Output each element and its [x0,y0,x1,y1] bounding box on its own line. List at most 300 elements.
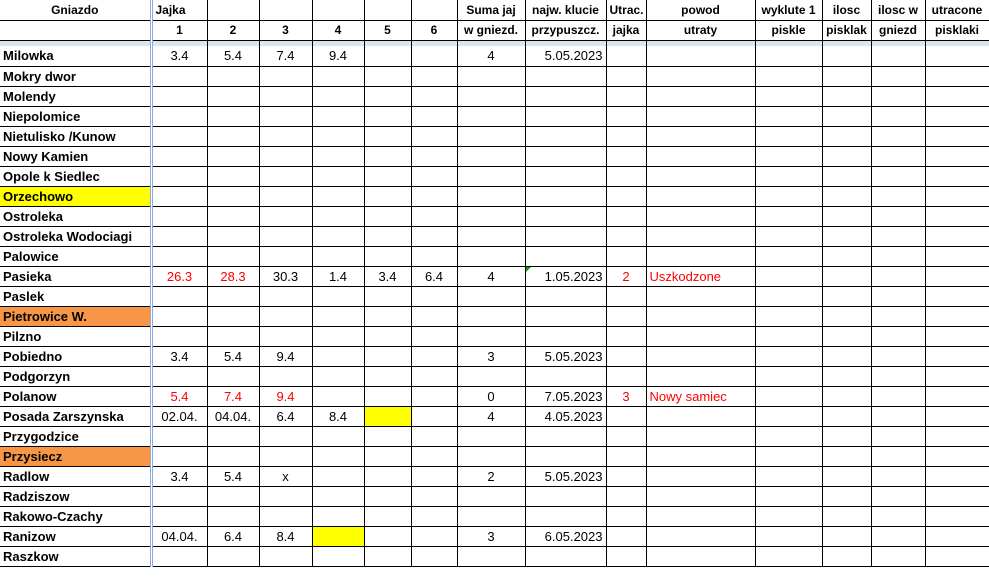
loss-reason-cell[interactable]: Uszkodzone [646,266,755,286]
header-cell[interactable]: 2 [207,20,259,40]
lost-eggs-cell[interactable]: 2 [606,266,646,286]
empty-cell[interactable] [871,206,925,226]
empty-cell[interactable] [871,326,925,346]
egg-date-cell[interactable] [411,346,457,366]
egg-date-cell[interactable] [364,286,411,306]
nest-name-cell[interactable]: Orzechowo [0,186,151,206]
empty-cell[interactable] [822,366,871,386]
empty-cell[interactable] [755,306,822,326]
lost-eggs-cell[interactable] [606,426,646,446]
empty-cell[interactable] [822,266,871,286]
egg-date-cell[interactable] [151,66,207,86]
empty-cell[interactable] [755,346,822,366]
hatch-date-cell[interactable] [525,546,606,566]
nest-name-cell[interactable]: Paslek [0,286,151,306]
empty-cell[interactable] [871,106,925,126]
egg-date-cell[interactable] [312,86,364,106]
empty-cell[interactable] [755,466,822,486]
lost-eggs-cell[interactable] [606,306,646,326]
hatch-date-cell[interactable] [525,86,606,106]
egg-date-cell[interactable] [364,466,411,486]
egg-date-cell[interactable]: x [259,466,312,486]
egg-date-cell[interactable] [411,66,457,86]
egg-date-cell[interactable] [207,486,259,506]
egg-date-cell[interactable]: 5.4 [207,466,259,486]
empty-cell[interactable] [871,86,925,106]
hatch-date-cell[interactable] [525,66,606,86]
empty-cell[interactable] [925,346,989,366]
empty-cell[interactable] [822,86,871,106]
empty-cell[interactable] [925,366,989,386]
loss-reason-cell[interactable] [646,366,755,386]
lost-eggs-cell[interactable] [606,486,646,506]
egg-date-cell[interactable]: 3.4 [364,266,411,286]
loss-reason-cell[interactable] [646,126,755,146]
header-cell[interactable] [0,20,151,40]
loss-reason-cell[interactable] [646,406,755,426]
empty-cell[interactable] [755,366,822,386]
nest-name-cell[interactable]: Przysiecz [0,446,151,466]
egg-date-cell[interactable] [411,386,457,406]
egg-date-cell[interactable] [411,546,457,566]
empty-cell[interactable] [925,106,989,126]
egg-date-cell[interactable] [364,106,411,126]
hatch-date-cell[interactable] [525,366,606,386]
egg-sum-cell[interactable] [457,486,525,506]
egg-date-cell[interactable] [411,146,457,166]
loss-reason-cell[interactable] [646,226,755,246]
lost-eggs-cell[interactable] [606,506,646,526]
egg-date-cell[interactable] [151,306,207,326]
empty-cell[interactable] [755,286,822,306]
egg-date-cell[interactable]: 8.4 [259,526,312,546]
empty-cell[interactable] [925,86,989,106]
egg-date-cell[interactable] [312,546,364,566]
egg-date-cell[interactable] [411,486,457,506]
hatch-date-cell[interactable] [525,206,606,226]
egg-date-cell[interactable] [207,546,259,566]
egg-date-cell[interactable] [312,326,364,346]
egg-date-cell[interactable] [259,86,312,106]
nest-name-cell[interactable]: Opole k Siedlec [0,166,151,186]
header-cell[interactable]: 5 [364,20,411,40]
loss-reason-cell[interactable] [646,246,755,266]
egg-date-cell[interactable] [364,546,411,566]
empty-cell[interactable] [755,326,822,346]
egg-date-cell[interactable]: 9.4 [259,346,312,366]
empty-cell[interactable] [871,366,925,386]
lost-eggs-cell[interactable] [606,106,646,126]
lost-eggs-cell[interactable] [606,166,646,186]
empty-cell[interactable] [822,186,871,206]
empty-cell[interactable] [871,146,925,166]
egg-date-cell[interactable] [151,486,207,506]
empty-cell[interactable] [925,486,989,506]
egg-date-cell[interactable] [259,206,312,226]
empty-cell[interactable] [755,246,822,266]
lost-eggs-cell[interactable] [606,406,646,426]
egg-date-cell[interactable] [259,546,312,566]
empty-cell[interactable] [755,426,822,446]
empty-cell[interactable] [871,426,925,446]
empty-cell[interactable] [925,466,989,486]
empty-cell[interactable] [822,466,871,486]
loss-reason-cell[interactable] [646,426,755,446]
empty-cell[interactable] [755,126,822,146]
empty-cell[interactable] [925,266,989,286]
header-cell[interactable]: gniezd [871,20,925,40]
egg-date-cell[interactable] [364,126,411,146]
egg-date-cell[interactable]: 9.4 [312,46,364,66]
egg-date-cell[interactable]: 6.4 [259,406,312,426]
egg-date-cell[interactable] [259,106,312,126]
egg-date-cell[interactable] [151,426,207,446]
nest-name-cell[interactable]: Posada Zarszynska [0,406,151,426]
egg-sum-cell[interactable] [457,186,525,206]
egg-date-cell[interactable] [411,406,457,426]
hatch-date-cell[interactable] [525,446,606,466]
egg-date-cell[interactable] [411,506,457,526]
lost-eggs-cell[interactable] [606,46,646,66]
egg-date-cell[interactable] [411,206,457,226]
egg-date-cell[interactable] [312,166,364,186]
egg-date-cell[interactable] [259,506,312,526]
empty-cell[interactable] [925,206,989,226]
egg-date-cell[interactable] [411,86,457,106]
empty-cell[interactable] [871,506,925,526]
egg-date-cell[interactable] [364,386,411,406]
egg-date-cell[interactable] [259,246,312,266]
empty-cell[interactable] [925,126,989,146]
empty-cell[interactable] [822,406,871,426]
egg-date-cell[interactable] [259,426,312,446]
egg-date-cell[interactable] [207,246,259,266]
header-cell[interactable]: jajka [606,20,646,40]
header-cell[interactable]: Suma jaj [457,0,525,20]
egg-date-cell[interactable] [207,286,259,306]
egg-date-cell[interactable] [207,66,259,86]
nest-name-cell[interactable]: Pietrowice W. [0,306,151,326]
egg-date-cell[interactable] [207,326,259,346]
lost-eggs-cell[interactable] [606,146,646,166]
egg-date-cell[interactable] [259,286,312,306]
empty-cell[interactable] [755,226,822,246]
loss-reason-cell[interactable] [646,106,755,126]
egg-date-cell[interactable] [259,446,312,466]
hatch-date-cell[interactable] [525,246,606,266]
egg-date-cell[interactable]: 28.3 [207,266,259,286]
header-cell[interactable]: pisklak [822,20,871,40]
empty-cell[interactable] [925,526,989,546]
egg-date-cell[interactable] [312,526,364,546]
empty-cell[interactable] [755,206,822,226]
egg-date-cell[interactable]: 3.4 [151,346,207,366]
egg-date-cell[interactable]: 8.4 [312,406,364,426]
loss-reason-cell[interactable] [646,86,755,106]
egg-date-cell[interactable] [364,426,411,446]
egg-date-cell[interactable] [364,206,411,226]
empty-cell[interactable] [822,526,871,546]
hatch-date-cell[interactable] [525,106,606,126]
empty-cell[interactable] [871,186,925,206]
header-cell[interactable] [207,0,259,20]
empty-cell[interactable] [925,246,989,266]
egg-date-cell[interactable] [364,86,411,106]
nest-name-cell[interactable]: Pilzno [0,326,151,346]
empty-cell[interactable] [755,406,822,426]
empty-cell[interactable] [755,66,822,86]
empty-cell[interactable] [822,46,871,66]
hatch-date-cell[interactable]: 1.05.2023 [525,266,606,286]
empty-cell[interactable] [755,386,822,406]
empty-cell[interactable] [822,166,871,186]
header-cell[interactable]: 1 [151,20,207,40]
empty-cell[interactable] [925,446,989,466]
loss-reason-cell[interactable] [646,526,755,546]
empty-cell[interactable] [871,486,925,506]
egg-date-cell[interactable] [312,186,364,206]
header-cell[interactable]: 3 [259,20,312,40]
egg-date-cell[interactable] [312,506,364,526]
egg-sum-cell[interactable] [457,366,525,386]
egg-sum-cell[interactable] [457,426,525,446]
empty-cell[interactable] [925,426,989,446]
hatch-date-cell[interactable] [525,146,606,166]
egg-date-cell[interactable] [364,526,411,546]
empty-cell[interactable] [871,306,925,326]
empty-cell[interactable] [822,486,871,506]
header-cell[interactable]: Utrac. [606,0,646,20]
egg-date-cell[interactable]: 1.4 [312,266,364,286]
egg-date-cell[interactable]: 02.04. [151,406,207,426]
lost-eggs-cell[interactable] [606,66,646,86]
egg-sum-cell[interactable] [457,286,525,306]
egg-date-cell[interactable] [207,106,259,126]
egg-date-cell[interactable] [151,246,207,266]
lost-eggs-cell[interactable] [606,186,646,206]
egg-date-cell[interactable] [259,326,312,346]
header-cell[interactable] [411,0,457,20]
egg-date-cell[interactable] [259,146,312,166]
loss-reason-cell[interactable] [646,66,755,86]
egg-date-cell[interactable] [364,146,411,166]
egg-date-cell[interactable] [151,106,207,126]
lost-eggs-cell[interactable] [606,206,646,226]
egg-date-cell[interactable]: 6.4 [411,266,457,286]
egg-sum-cell[interactable] [457,66,525,86]
nest-name-cell[interactable]: Przygodzice [0,426,151,446]
empty-cell[interactable] [822,506,871,526]
egg-date-cell[interactable] [411,426,457,446]
egg-date-cell[interactable] [364,166,411,186]
egg-sum-cell[interactable]: 4 [457,266,525,286]
empty-cell[interactable] [755,486,822,506]
empty-cell[interactable] [925,186,989,206]
empty-cell[interactable] [822,426,871,446]
empty-cell[interactable] [822,286,871,306]
empty-cell[interactable] [925,46,989,66]
nest-name-cell[interactable]: Polanow [0,386,151,406]
egg-date-cell[interactable] [259,366,312,386]
empty-cell[interactable] [871,266,925,286]
hatch-date-cell[interactable]: 6.05.2023 [525,526,606,546]
egg-date-cell[interactable]: 7.4 [259,46,312,66]
egg-date-cell[interactable] [411,126,457,146]
hatch-date-cell[interactable] [525,126,606,146]
egg-date-cell[interactable] [312,106,364,126]
egg-sum-cell[interactable]: 4 [457,46,525,66]
egg-sum-cell[interactable] [457,506,525,526]
egg-sum-cell[interactable] [457,246,525,266]
header-cell[interactable] [312,0,364,20]
loss-reason-cell[interactable] [646,186,755,206]
empty-cell[interactable] [925,386,989,406]
header-cell[interactable]: piskle [755,20,822,40]
nest-name-cell[interactable]: Molendy [0,86,151,106]
egg-date-cell[interactable] [207,206,259,226]
nest-name-cell[interactable]: Pobiedno [0,346,151,366]
empty-cell[interactable] [871,446,925,466]
egg-sum-cell[interactable] [457,306,525,326]
egg-date-cell[interactable] [312,206,364,226]
egg-date-cell[interactable] [207,506,259,526]
egg-sum-cell[interactable] [457,126,525,146]
egg-date-cell[interactable]: 04.04. [207,406,259,426]
nest-name-cell[interactable]: Ranizow [0,526,151,546]
empty-cell[interactable] [871,466,925,486]
egg-date-cell[interactable] [207,146,259,166]
egg-sum-cell[interactable] [457,166,525,186]
egg-date-cell[interactable] [207,186,259,206]
egg-date-cell[interactable] [151,326,207,346]
nest-name-cell[interactable]: Ostroleka [0,206,151,226]
egg-date-cell[interactable] [364,226,411,246]
empty-cell[interactable] [871,526,925,546]
empty-cell[interactable] [925,406,989,426]
egg-date-cell[interactable] [411,306,457,326]
empty-cell[interactable] [871,546,925,566]
header-cell[interactable]: powod [646,0,755,20]
header-cell[interactable]: w gniezd. [457,20,525,40]
egg-date-cell[interactable] [364,506,411,526]
empty-cell[interactable] [871,126,925,146]
egg-date-cell[interactable] [411,466,457,486]
nest-name-cell[interactable]: Milowka [0,46,151,66]
egg-date-cell[interactable] [151,366,207,386]
lost-eggs-cell[interactable]: 3 [606,386,646,406]
empty-cell[interactable] [871,406,925,426]
nest-name-cell[interactable]: Nietulisko /Kunow [0,126,151,146]
empty-cell[interactable] [822,226,871,246]
egg-date-cell[interactable] [312,426,364,446]
egg-date-cell[interactable] [259,226,312,246]
egg-date-cell[interactable] [411,366,457,386]
egg-date-cell[interactable] [312,306,364,326]
lost-eggs-cell[interactable] [606,86,646,106]
egg-date-cell[interactable] [312,246,364,266]
loss-reason-cell[interactable] [646,286,755,306]
header-cell[interactable] [364,0,411,20]
loss-reason-cell[interactable] [646,306,755,326]
egg-date-cell[interactable] [411,326,457,346]
egg-date-cell[interactable] [411,186,457,206]
empty-cell[interactable] [925,166,989,186]
empty-cell[interactable] [755,166,822,186]
nest-name-cell[interactable]: Niepolomice [0,106,151,126]
empty-cell[interactable] [822,206,871,226]
hatch-date-cell[interactable] [525,426,606,446]
lost-eggs-cell[interactable] [606,466,646,486]
nest-name-cell[interactable]: Pasieka [0,266,151,286]
egg-date-cell[interactable] [364,346,411,366]
hatch-date-cell[interactable]: 4.05.2023 [525,406,606,426]
header-cell[interactable]: utraty [646,20,755,40]
egg-sum-cell[interactable] [457,106,525,126]
egg-date-cell[interactable] [151,166,207,186]
egg-date-cell[interactable] [207,306,259,326]
egg-date-cell[interactable] [259,306,312,326]
empty-cell[interactable] [755,546,822,566]
egg-sum-cell[interactable]: 2 [457,466,525,486]
nest-name-cell[interactable]: Raszkow [0,546,151,566]
egg-date-cell[interactable] [151,446,207,466]
lost-eggs-cell[interactable] [606,286,646,306]
empty-cell[interactable] [925,226,989,246]
egg-date-cell[interactable] [207,166,259,186]
header-cell[interactable]: 4 [312,20,364,40]
nest-name-cell[interactable]: Mokry dwor [0,66,151,86]
egg-date-cell[interactable] [364,66,411,86]
egg-date-cell[interactable] [259,186,312,206]
empty-cell[interactable] [822,326,871,346]
egg-date-cell[interactable]: 5.4 [207,46,259,66]
hatch-date-cell[interactable] [525,166,606,186]
egg-date-cell[interactable] [411,226,457,246]
header-cell[interactable]: przypuszcz. [525,20,606,40]
empty-cell[interactable] [871,386,925,406]
loss-reason-cell[interactable] [646,546,755,566]
egg-date-cell[interactable] [312,466,364,486]
egg-sum-cell[interactable] [457,446,525,466]
empty-cell[interactable] [755,266,822,286]
hatch-date-cell[interactable]: 5.05.2023 [525,466,606,486]
egg-date-cell[interactable] [151,226,207,246]
hatch-date-cell[interactable] [525,326,606,346]
empty-cell[interactable] [925,506,989,526]
egg-sum-cell[interactable] [457,226,525,246]
loss-reason-cell[interactable] [646,146,755,166]
lost-eggs-cell[interactable] [606,326,646,346]
empty-cell[interactable] [755,46,822,66]
header-cell[interactable]: ilosc [822,0,871,20]
hatch-date-cell[interactable] [525,186,606,206]
header-cell[interactable]: wyklute 1 [755,0,822,20]
egg-date-cell[interactable] [364,406,411,426]
empty-cell[interactable] [871,246,925,266]
loss-reason-cell[interactable] [646,466,755,486]
lost-eggs-cell[interactable] [606,246,646,266]
egg-sum-cell[interactable] [457,546,525,566]
egg-sum-cell[interactable]: 3 [457,346,525,366]
empty-cell[interactable] [925,306,989,326]
hatch-date-cell[interactable] [525,306,606,326]
egg-date-cell[interactable]: 3.4 [151,466,207,486]
egg-date-cell[interactable]: 30.3 [259,266,312,286]
lost-eggs-cell[interactable] [606,546,646,566]
empty-cell[interactable] [755,446,822,466]
lost-eggs-cell[interactable] [606,226,646,246]
loss-reason-cell[interactable]: Nowy samiec [646,386,755,406]
